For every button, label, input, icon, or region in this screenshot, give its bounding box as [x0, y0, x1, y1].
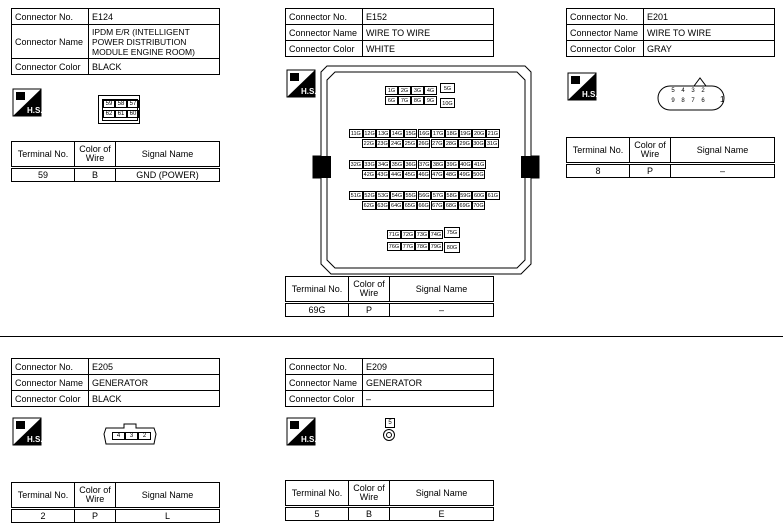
e124-terminal-table: [11, 141, 220, 182]
pin-label: 71G: [388, 232, 400, 238]
terminal-cell: 2: [12, 509, 75, 523]
section-divider: [0, 336, 783, 337]
pin-label: 77G: [402, 244, 414, 250]
pin-label: 67G: [432, 203, 443, 209]
wire-cell: P: [349, 303, 390, 317]
pin-label: 62: [103, 110, 115, 118]
pin-label: 61: [115, 110, 127, 118]
connector-no-value: E209: [363, 359, 494, 375]
pin-label: 2G: [398, 86, 411, 95]
pin-label: 74G: [430, 232, 442, 238]
svg-text:H.S.: H.S.: [27, 106, 43, 115]
pin-label: 31G: [486, 141, 498, 147]
pin-label: 49G: [459, 172, 470, 178]
wire-color-header: Color of Wire: [75, 142, 116, 168]
pin-label: 33G: [364, 162, 375, 168]
pin-label: 6: [701, 98, 705, 104]
signal-name-header: Signal Name: [671, 138, 775, 164]
pin-label: 50G: [473, 172, 484, 178]
connector-no-label: Connector No.: [12, 9, 89, 25]
connector-no-value: E205: [89, 359, 220, 375]
pin-label: 2: [138, 432, 151, 440]
pin-label: 6G: [385, 96, 398, 105]
pin-label: 47G: [432, 172, 443, 178]
pin-label: 5G: [440, 83, 455, 93]
pin-label: 75G: [444, 227, 460, 238]
e209-connector-info: [285, 358, 494, 407]
e201-connector-info: [566, 8, 775, 57]
pin-label: 37G: [419, 162, 430, 168]
pin-label: 3: [691, 88, 695, 94]
pin-label: 55G: [405, 193, 416, 199]
connector-name-label: Connector Name: [286, 375, 363, 391]
pin-label: 62G: [363, 203, 375, 209]
pin-label: 53G: [378, 193, 389, 199]
pin-label: 3G: [411, 86, 424, 95]
wire-color-header: Color of Wire: [349, 277, 390, 303]
hs-icon: [568, 73, 596, 100]
pin-label: 29G: [459, 141, 470, 147]
pin-label: 58: [115, 100, 127, 108]
terminal-no-header: Terminal No.: [12, 483, 75, 509]
pin-label: 19G: [460, 131, 471, 137]
connector-color-value: –: [363, 391, 494, 407]
pin-label: 45G: [404, 172, 416, 178]
pin-label: 73G: [416, 232, 428, 238]
pin-label: 13G: [378, 131, 389, 137]
connector-name-value: IPDM E/R (INTELLIGENT POWER DISTRIBUTION MODULE ENGINE ROOM): [89, 25, 220, 59]
e205-connector-face: [102, 422, 158, 446]
pin-label: 59: [103, 100, 115, 108]
terminal-no-header: Terminal No.: [567, 138, 630, 164]
e152-terminal-table: [285, 276, 494, 317]
pin-label: 56G: [419, 193, 430, 199]
connector-name-label: Connector Name: [567, 25, 644, 41]
pin-label: 68G: [445, 203, 457, 209]
pin-label: 39G: [446, 162, 457, 168]
connector-color-label: Connector Color: [286, 41, 363, 57]
connector-name-label: Connector Name: [12, 25, 89, 59]
pin-label: 38G: [432, 162, 444, 168]
pin-label: 41G: [473, 162, 485, 168]
e152-connector-face: [313, 66, 539, 274]
svg-text:H.S.: H.S.: [582, 90, 598, 99]
signal-name-header: Signal Name: [390, 277, 494, 303]
e152-connector-info: [285, 8, 494, 57]
pin-label: 4: [681, 88, 685, 94]
pin-label: 23G: [377, 141, 388, 147]
signal-cell: E: [390, 507, 494, 521]
wire-color-header: Color of Wire: [630, 138, 671, 164]
pin-label: 52G: [364, 193, 375, 199]
e201-connector-face: [656, 76, 740, 112]
pin-label: 8: [681, 98, 685, 104]
pin-label: 40G: [460, 162, 471, 168]
hs-icon: [287, 70, 315, 97]
terminal-no-header: Terminal No.: [12, 142, 75, 168]
connector-name-label: Connector Name: [286, 25, 363, 41]
svg-text:H.S.: H.S.: [301, 435, 317, 444]
connector-color-label: Connector Color: [286, 391, 363, 407]
terminal-cell: 69G: [286, 303, 349, 317]
pin-label: 69G: [459, 203, 470, 209]
pin-label: 46G: [418, 172, 429, 178]
pin-label: 9G: [424, 96, 437, 105]
pin-label: 9: [671, 98, 675, 104]
pin-label: 34G: [378, 162, 389, 168]
terminal-no-header: Terminal No.: [286, 481, 349, 507]
terminal-cell: 59: [12, 168, 75, 182]
connector-name-value: GENERATOR: [363, 375, 494, 391]
wire-cell: P: [75, 509, 116, 523]
connector-no-label: Connector No.: [286, 359, 363, 375]
signal-name-header: Signal Name: [116, 483, 220, 509]
pin-label: 36G: [405, 162, 416, 168]
pin-label: 58G: [446, 193, 457, 199]
signal-cell: GND (POWER): [116, 168, 220, 182]
pin-label: 1G: [385, 86, 398, 95]
pin-label: 70G: [473, 203, 484, 209]
pin-label: 10G: [440, 98, 455, 108]
pin-label: 17G: [432, 131, 444, 137]
signal-cell: L: [116, 509, 220, 523]
pin-label: 27G: [432, 141, 443, 147]
pin-label: 3: [125, 432, 138, 440]
svg-text:H.S.: H.S.: [301, 87, 317, 96]
signal-cell: –: [390, 303, 494, 317]
pin-label: 64G: [391, 203, 402, 209]
pin-label: 16G: [419, 131, 430, 137]
pin-label: 63G: [377, 203, 388, 209]
pin-label: 60: [127, 110, 139, 118]
pin-label: 48G: [445, 172, 457, 178]
pin-label: 60G: [473, 193, 485, 199]
e205-connector-info: [11, 358, 220, 407]
pin-label: 21G: [487, 131, 499, 137]
pin-label: 80G: [444, 242, 460, 253]
pin-label: 78G: [416, 244, 428, 250]
pin-label: 72G: [402, 232, 414, 238]
pin-label: 28G: [445, 141, 457, 147]
pin-label: 79G: [430, 244, 442, 250]
connector-no-label: Connector No.: [286, 9, 363, 25]
connector-no-label: Connector No.: [567, 9, 644, 25]
pin-label: 57G: [432, 193, 444, 199]
pin-label: 54G: [391, 193, 403, 199]
connector-no-value: E152: [363, 9, 494, 25]
connector-no-value: E201: [644, 9, 775, 25]
pin-label: 65G: [404, 203, 416, 209]
pin-label: 43G: [377, 172, 388, 178]
hs-icon: [13, 89, 41, 116]
signal-name-header: Signal Name: [116, 142, 220, 168]
pin-label: 22G: [363, 141, 375, 147]
connector-name-value: WIRE TO WIRE: [363, 25, 494, 41]
wire-cell: B: [75, 168, 116, 182]
pin-label: 51G: [350, 193, 362, 199]
pin-label: 57: [127, 100, 139, 108]
pin-label: 4G: [424, 86, 437, 95]
pin-label: 5: [385, 418, 395, 428]
pin-label: 35G: [391, 162, 403, 168]
terminal-cell: 8: [567, 164, 630, 178]
pin-label: 7G: [398, 96, 411, 105]
connector-color-value: BLACK: [89, 391, 220, 407]
pin-label: 5: [671, 88, 675, 94]
pin-label: 11G: [350, 131, 361, 137]
e124-connector-face: [98, 95, 140, 124]
pin-label: 8G: [411, 96, 424, 105]
terminal-no-header: Terminal No.: [286, 277, 349, 303]
e205-terminal-table: [11, 482, 220, 523]
connector-no-value: E124: [89, 9, 220, 25]
pin-label: 61G: [487, 193, 499, 199]
connector-no-label: Connector No.: [12, 359, 89, 375]
pin-label: 7: [691, 98, 695, 104]
connector-color-value: GRAY: [644, 41, 775, 57]
connector-color-value: BLACK: [89, 59, 220, 75]
hs-icon: [287, 418, 315, 445]
e124-connector-info: [11, 8, 220, 75]
connector-color-label: Connector Color: [12, 391, 89, 407]
pin-label: 30G: [473, 141, 484, 147]
pin-label: 25G: [404, 141, 416, 147]
pin-label: 18G: [446, 131, 457, 137]
pin-label: 20G: [473, 131, 485, 137]
wire-color-header: Color of Wire: [75, 483, 116, 509]
pin-label: 24G: [391, 141, 402, 147]
pin-label: 32G: [350, 162, 362, 168]
connector-name-value: GENERATOR: [89, 375, 220, 391]
connector-color-label: Connector Color: [12, 59, 89, 75]
e201-terminal-table: [566, 137, 775, 178]
connector-color-value: WHITE: [363, 41, 494, 57]
svg-text:H.S.: H.S.: [27, 435, 43, 444]
e209-connector-face: [382, 418, 396, 442]
signal-cell: –: [671, 164, 775, 178]
pin-label: 15G: [405, 131, 416, 137]
hs-icon: [13, 418, 41, 445]
connector-name-value: WIRE TO WIRE: [644, 25, 775, 41]
pin-label: 2: [701, 88, 705, 94]
e209-terminal-table: [285, 480, 494, 521]
pin-label: 1: [720, 95, 725, 104]
e152-pin-grid: [313, 66, 539, 274]
wire-cell: B: [349, 507, 390, 521]
pin-label: 42G: [363, 172, 375, 178]
pin-label: 12G: [364, 131, 375, 137]
wire-color-header: Color of Wire: [349, 481, 390, 507]
pin-label: 4: [112, 432, 125, 440]
pin-label: 59G: [460, 193, 471, 199]
pin-label: 66G: [418, 203, 429, 209]
signal-name-header: Signal Name: [390, 481, 494, 507]
wire-cell: P: [630, 164, 671, 178]
terminal-cell: 5: [286, 507, 349, 521]
connector-color-label: Connector Color: [567, 41, 644, 57]
pin-label: 14G: [391, 131, 403, 137]
pin-label: 44G: [391, 172, 402, 178]
pin-label: 76G: [388, 244, 400, 250]
pin-label: 26G: [418, 141, 429, 147]
connector-name-label: Connector Name: [12, 375, 89, 391]
